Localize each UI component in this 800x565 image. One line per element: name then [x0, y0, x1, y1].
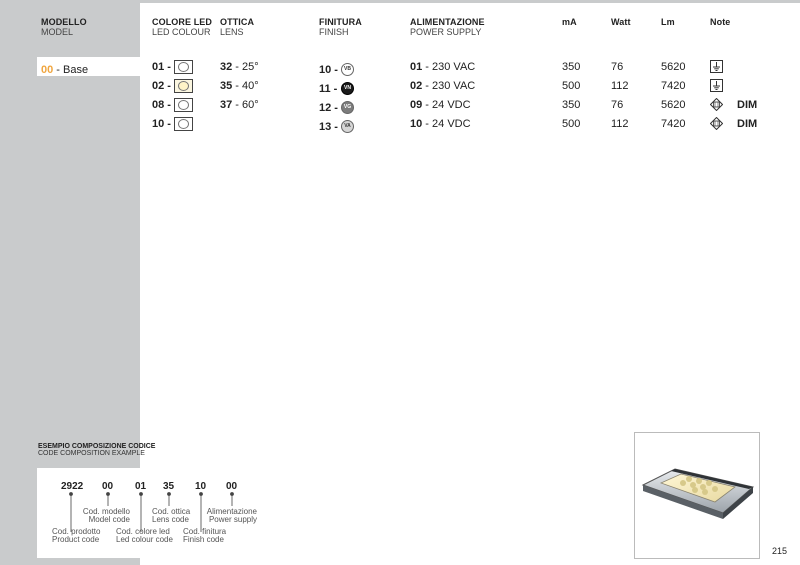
dim-label: DIM [737, 118, 758, 130]
header-ma: mA [562, 17, 577, 27]
led-colour-10: 10 - [152, 118, 171, 130]
example-code-product: 2922 [61, 481, 84, 492]
model-code: 00 [41, 64, 54, 76]
lens-row-37: 37 - 60° [220, 99, 259, 111]
led-colour-08: 08 - [152, 99, 171, 111]
power-row-02: 02 - 230 VAC [410, 80, 476, 92]
led-colour-02: 02 - [152, 80, 171, 92]
header-finitura [319, 17, 362, 37]
product-photo [634, 432, 760, 559]
power-row-09: 09 - 24 VDC [410, 99, 471, 111]
finish-row-13: 13 - [319, 121, 338, 133]
finish-badge-vb-icon: VB [341, 63, 354, 76]
led-colour-01: 01 - [152, 61, 171, 73]
header-colore-led [152, 17, 212, 37]
example-code-finish: 10 [195, 481, 207, 492]
led-swatch-02-icon [174, 79, 193, 93]
model-label: - Base [53, 64, 89, 76]
finish-row-11: 11 - [319, 83, 338, 95]
header-alimentazione-it: ALIMENTAZIONE [410, 17, 485, 27]
header-alimentazione [410, 17, 485, 37]
example-label-power: Alimentazione Power supply [206, 507, 257, 524]
ma-value: 500 [562, 80, 581, 92]
double-insulation-icon [710, 117, 723, 130]
header-modello-en: MODEL [41, 27, 74, 37]
power-row-10: 10 - 24 VDC [410, 118, 471, 130]
lens-row-32: 32 - 25° [220, 61, 259, 73]
watt-value: 76 [611, 61, 624, 73]
header-ottica [220, 17, 254, 37]
watt-value: 76 [611, 99, 624, 111]
lm-value: 5620 [661, 61, 686, 73]
lm-value: 5620 [661, 99, 686, 111]
example-label-lens: Cod. ottica Lens code [152, 507, 191, 524]
header-finitura-it: FINITURA [319, 17, 362, 27]
ma-value: 350 [562, 61, 581, 73]
ground-icon [710, 60, 723, 73]
led-swatch-08-icon [174, 98, 193, 112]
page-number: 215 [772, 546, 788, 556]
lm-value: 7420 [661, 80, 686, 92]
example-code-led: 01 [135, 481, 147, 492]
model-cell [37, 57, 140, 76]
luminaire-image [635, 433, 759, 558]
example-code-power: 00 [226, 481, 238, 492]
double-insulation-icon [710, 98, 723, 111]
ma-value: 500 [562, 118, 581, 130]
led-swatch-01-icon [174, 60, 193, 74]
ground-icon [710, 79, 723, 92]
led-swatch-10-icon [174, 117, 193, 131]
example-subtitle: CODE COMPOSITION EXAMPLE [38, 450, 145, 457]
finish-badge-vg-icon: VG [341, 101, 354, 114]
header-colore-led-it: COLORE LED [152, 17, 213, 27]
header-lm: Lm [661, 17, 675, 27]
example-heading [38, 443, 155, 457]
finish-row-12: 12 - [319, 102, 338, 114]
example-box [37, 468, 258, 558]
finish-badge-va-icon: VA [341, 120, 354, 133]
example-label-product: Cod. prodotto Product code [52, 527, 101, 544]
power-row-01: 01 - 230 VAC [410, 61, 476, 73]
example-title: ESEMPIO COMPOSIZIONE CODICE [38, 443, 156, 450]
example-label-model: Cod. modello Model code [82, 507, 130, 524]
lm-value: 7420 [661, 118, 686, 130]
header-modello [41, 17, 87, 37]
lens-row-35: 35 - 40° [220, 80, 259, 92]
example-label-finish: Cod. finitura Finish code [183, 527, 227, 544]
ma-value: 350 [562, 99, 581, 111]
finish-row-10: 10 - [319, 64, 338, 76]
example-label-led: Cod. colore led Led colour code [116, 527, 173, 544]
header-alimentazione-en: POWER SUPPLY [410, 27, 482, 37]
header-modello-it: MODELLO [41, 17, 87, 27]
header-ottica-it: OTTICA [220, 17, 255, 27]
header-ottica-en: LENS [220, 27, 244, 37]
header-colore-led-en: LED COLOUR [152, 27, 211, 37]
dim-label: DIM [737, 99, 758, 111]
watt-value: 112 [611, 80, 629, 92]
header-note: Note [710, 17, 731, 27]
header-finitura-en: FINISH [319, 27, 349, 37]
example-code-model: 00 [102, 481, 114, 492]
finish-badge-vn-icon: VN [341, 82, 354, 95]
header-watt: Watt [611, 17, 631, 27]
example-code-lens: 35 [163, 481, 175, 492]
watt-value: 112 [611, 118, 629, 130]
